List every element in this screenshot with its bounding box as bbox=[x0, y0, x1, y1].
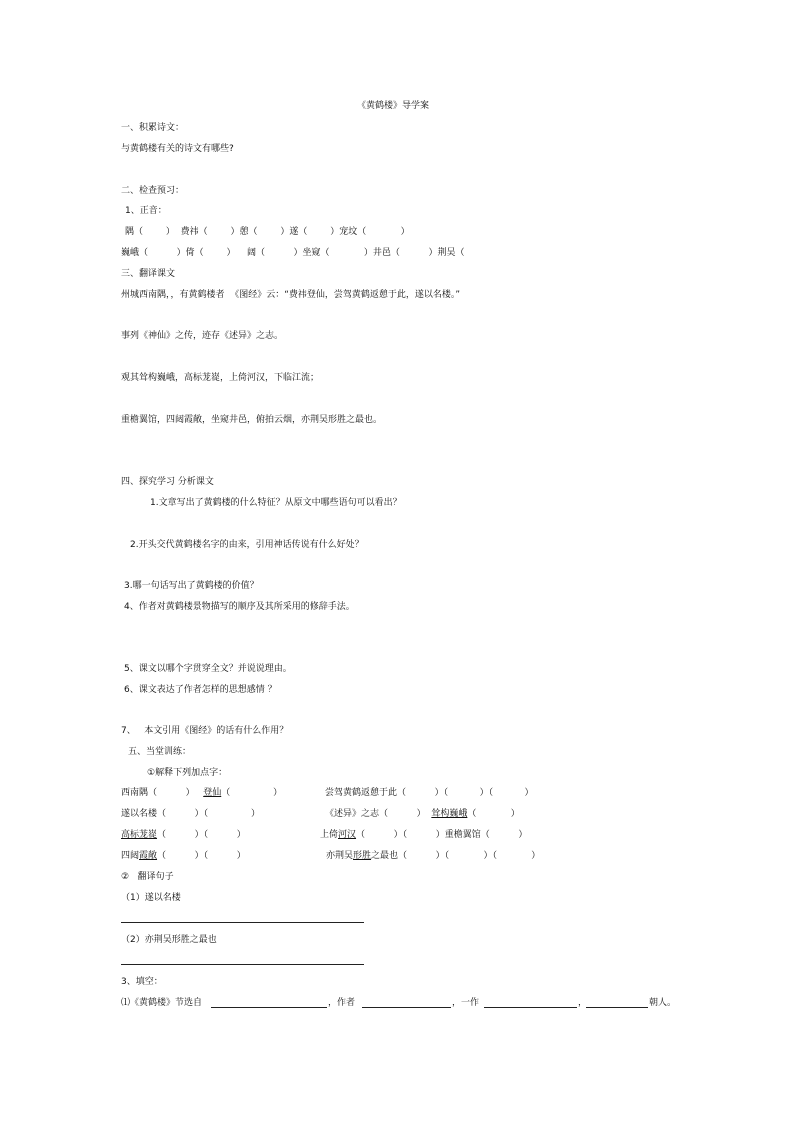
translate-paragraph-3: 观其耸构巍峨，高标茏嵸，上倚河汉，下临江流； bbox=[121, 373, 320, 383]
fill-blank-c: ，一作 bbox=[452, 998, 480, 1008]
pronunciation-label: 1、正音： bbox=[125, 206, 167, 216]
question-4: 4、作者对黄鹤楼景物描写的顺序及其所采用的修辞手法。 bbox=[124, 602, 355, 612]
exercise-row-2b: 《述异》之志（ ） 耸构巍峨（ ） bbox=[325, 809, 520, 819]
translate-paragraph-2: 事列《神仙》之传，迹存《述异》之志。 bbox=[121, 331, 284, 341]
question-2: 2.开头交代黄鹤楼名字的由来，引用神话传说有什么好处？ bbox=[130, 540, 364, 550]
exercise-row-2a: 遂以名楼（ ）（ ） bbox=[121, 809, 261, 819]
fill-blank-heading: 3、填空： bbox=[121, 977, 163, 987]
translate-sentence-2: （2）亦荆吴形胜之最也 bbox=[121, 935, 217, 945]
translate-paragraph-4: 重檐翼馆，四闼霞敞，坐窥井邑，俯拍云烟，亦荆吴形胜之最也。 bbox=[121, 415, 383, 425]
exercise-2-label: ② 翻译句子 bbox=[121, 872, 174, 882]
exercise-1-label: ①解释下列加点字： bbox=[147, 768, 228, 778]
section-2-heading: 二、检查预习： bbox=[121, 186, 185, 196]
section-1-question: 与黄鹤楼有关的诗文有哪些? bbox=[121, 144, 234, 154]
fill-blank-line-3[interactable] bbox=[484, 1007, 577, 1008]
question-5: 5、课文以哪个字贯穿全文？并说说理由。 bbox=[124, 664, 292, 674]
exercise-row-1a: 西南隅（ ） 登仙（ ） bbox=[121, 788, 283, 798]
exercise-row-4a: 四闼霞敞（ ）（ ） bbox=[121, 851, 246, 861]
exercise-row-3b: 上倚河汉（ ）（ ）重檐翼馆（ ） bbox=[320, 830, 528, 840]
fill-blank-e: 朝人。 bbox=[649, 998, 677, 1008]
section-3-heading: 三、翻译课文 bbox=[121, 269, 176, 279]
exercise-row-4b: 亦荆吴形胜之最也（ ）（ ）（ ） bbox=[326, 851, 541, 861]
pronunciation-row-2: 巍峨（ ）倚（ ） 阔（ ）坐窥（ ）井邑（ ）荆吴（ bbox=[121, 248, 465, 258]
question-7: 7、 本文引用《图经》的话有什么作用？ bbox=[121, 726, 289, 736]
fill-blank-line-2[interactable] bbox=[362, 1007, 451, 1008]
fill-blank-line-4[interactable] bbox=[586, 1007, 648, 1008]
answer-line-1[interactable] bbox=[121, 922, 364, 923]
section-4-heading: 四、探究学习 分析课文 bbox=[121, 477, 214, 487]
question-6: 6、课文表达了作者怎样的思想感情 ？ bbox=[124, 685, 277, 695]
question-1: 1.文章写出了黄鹤楼的什么特征？从原文中哪些语句可以看出？ bbox=[150, 498, 402, 508]
fill-blank-b: ，作者 bbox=[328, 998, 356, 1008]
question-3: 3.哪一句话写出了黄鹤楼的价值？ bbox=[124, 581, 259, 591]
section-1-heading: 一、积累诗文： bbox=[121, 123, 185, 133]
exercise-row-3a: 高标茏嵸（ ）（ ） bbox=[121, 830, 246, 840]
translate-sentence-1: （1）遂以名楼 bbox=[121, 893, 181, 903]
fill-blank-a: ⑴《黄鹤楼》节选自 bbox=[121, 998, 203, 1008]
section-5-heading: 五、当堂训练： bbox=[128, 747, 192, 757]
fill-blank-line-1[interactable] bbox=[211, 1007, 327, 1008]
exercise-row-1b: 尝驾黄鹤返憩于此（ ）（ ）（ ） bbox=[325, 788, 534, 798]
translate-paragraph-1: 州城西南隅，，有黄鹤楼者 《图经》云：“费祎登仙，尝驾黄鹤返憩于此，遂以名楼。” bbox=[121, 290, 461, 300]
fill-blank-d: ， bbox=[578, 998, 588, 1008]
answer-line-2[interactable] bbox=[121, 964, 364, 965]
pronunciation-row-1: 隅（ ） 费祎（ ）憩（ ）遂（ ）宠坟（ ） bbox=[125, 227, 410, 237]
page-title: 《黄鹤楼》导学案 bbox=[357, 101, 430, 111]
